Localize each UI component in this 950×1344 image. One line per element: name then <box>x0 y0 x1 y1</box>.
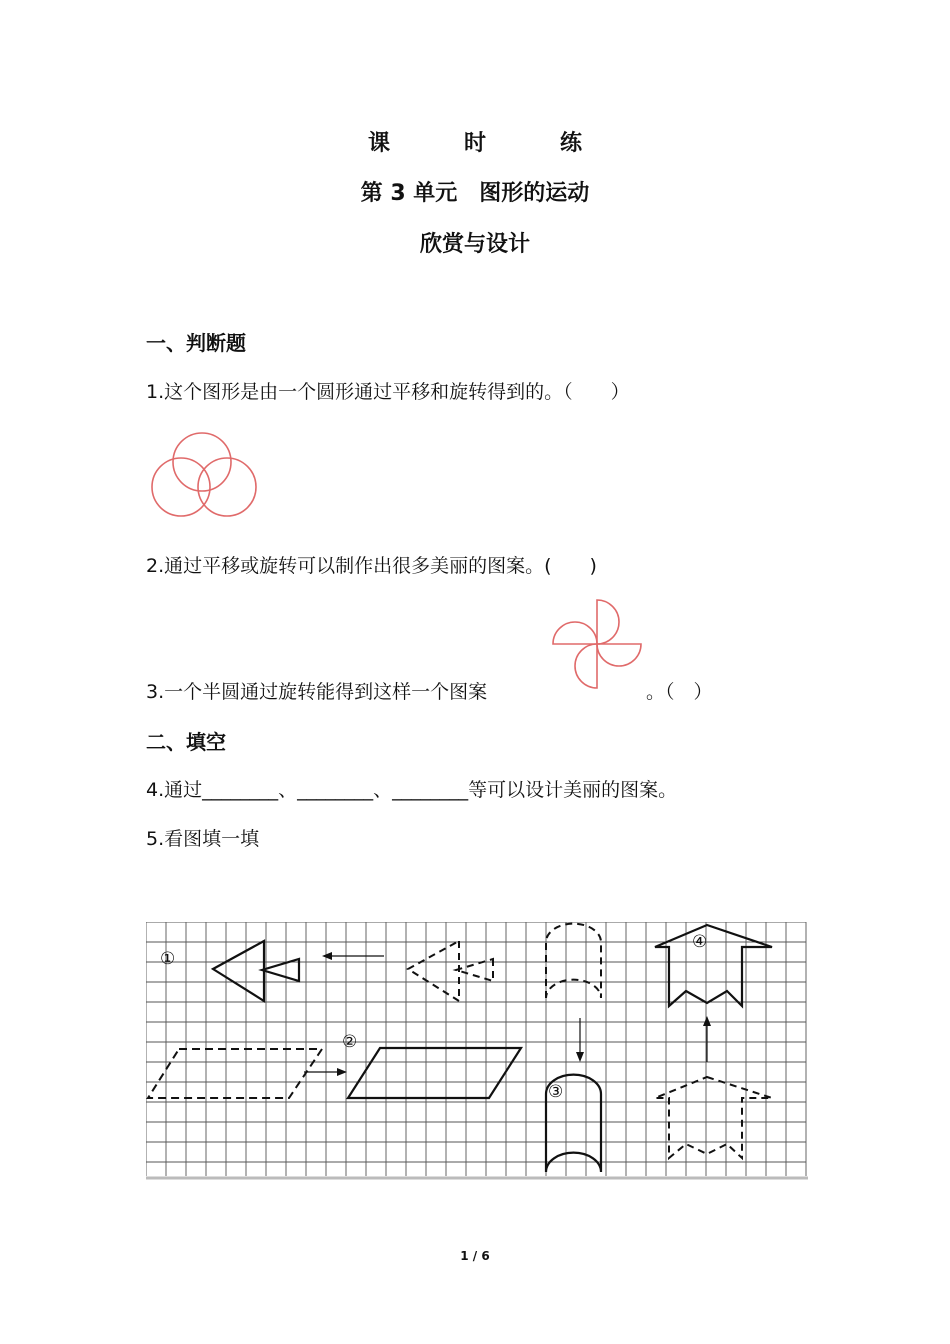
question-3-text: 3.一个半圆通过旋转能得到这样一个图案 <box>146 681 488 703</box>
shape-3 <box>546 924 601 1172</box>
circle-right <box>198 458 256 516</box>
grid-figure <box>146 922 808 1182</box>
label-4: ④ <box>692 932 708 952</box>
unit-title: 第 3 单元 图形的运动 <box>360 181 590 206</box>
shape-4 <box>655 925 772 1158</box>
lesson-title: 欣赏与设计 <box>419 232 530 257</box>
question-4: 4.通过________、________、________等可以设计美丽的图案。 <box>146 779 678 801</box>
pinwheel-shapes <box>553 600 641 688</box>
shape-2 <box>148 1048 521 1098</box>
question-2: 2.通过平移或旋转可以制作出很多美丽的图案。( ) <box>146 555 597 577</box>
circle-top <box>173 433 231 491</box>
shape-1 <box>213 941 493 1001</box>
label-1: ① <box>160 949 176 969</box>
label-3: ③ <box>548 1082 564 1102</box>
three-circles-figure <box>146 426 262 522</box>
question-5: 5.看图填一填 <box>146 828 260 850</box>
question-1: 1.这个图形是由一个圆形通过平移和旋转得到的。（ ） <box>146 381 630 403</box>
label-2: ② <box>342 1032 358 1052</box>
doc-title: 课 时 练 <box>367 131 608 156</box>
section-heading-judge: 一、判断题 <box>146 331 246 355</box>
circle-left <box>152 458 210 516</box>
page-number: 1 / 6 <box>460 1249 490 1263</box>
question-3-blank: 。（ ） <box>646 681 713 703</box>
section-heading-fill: 二、填空 <box>146 730 226 754</box>
